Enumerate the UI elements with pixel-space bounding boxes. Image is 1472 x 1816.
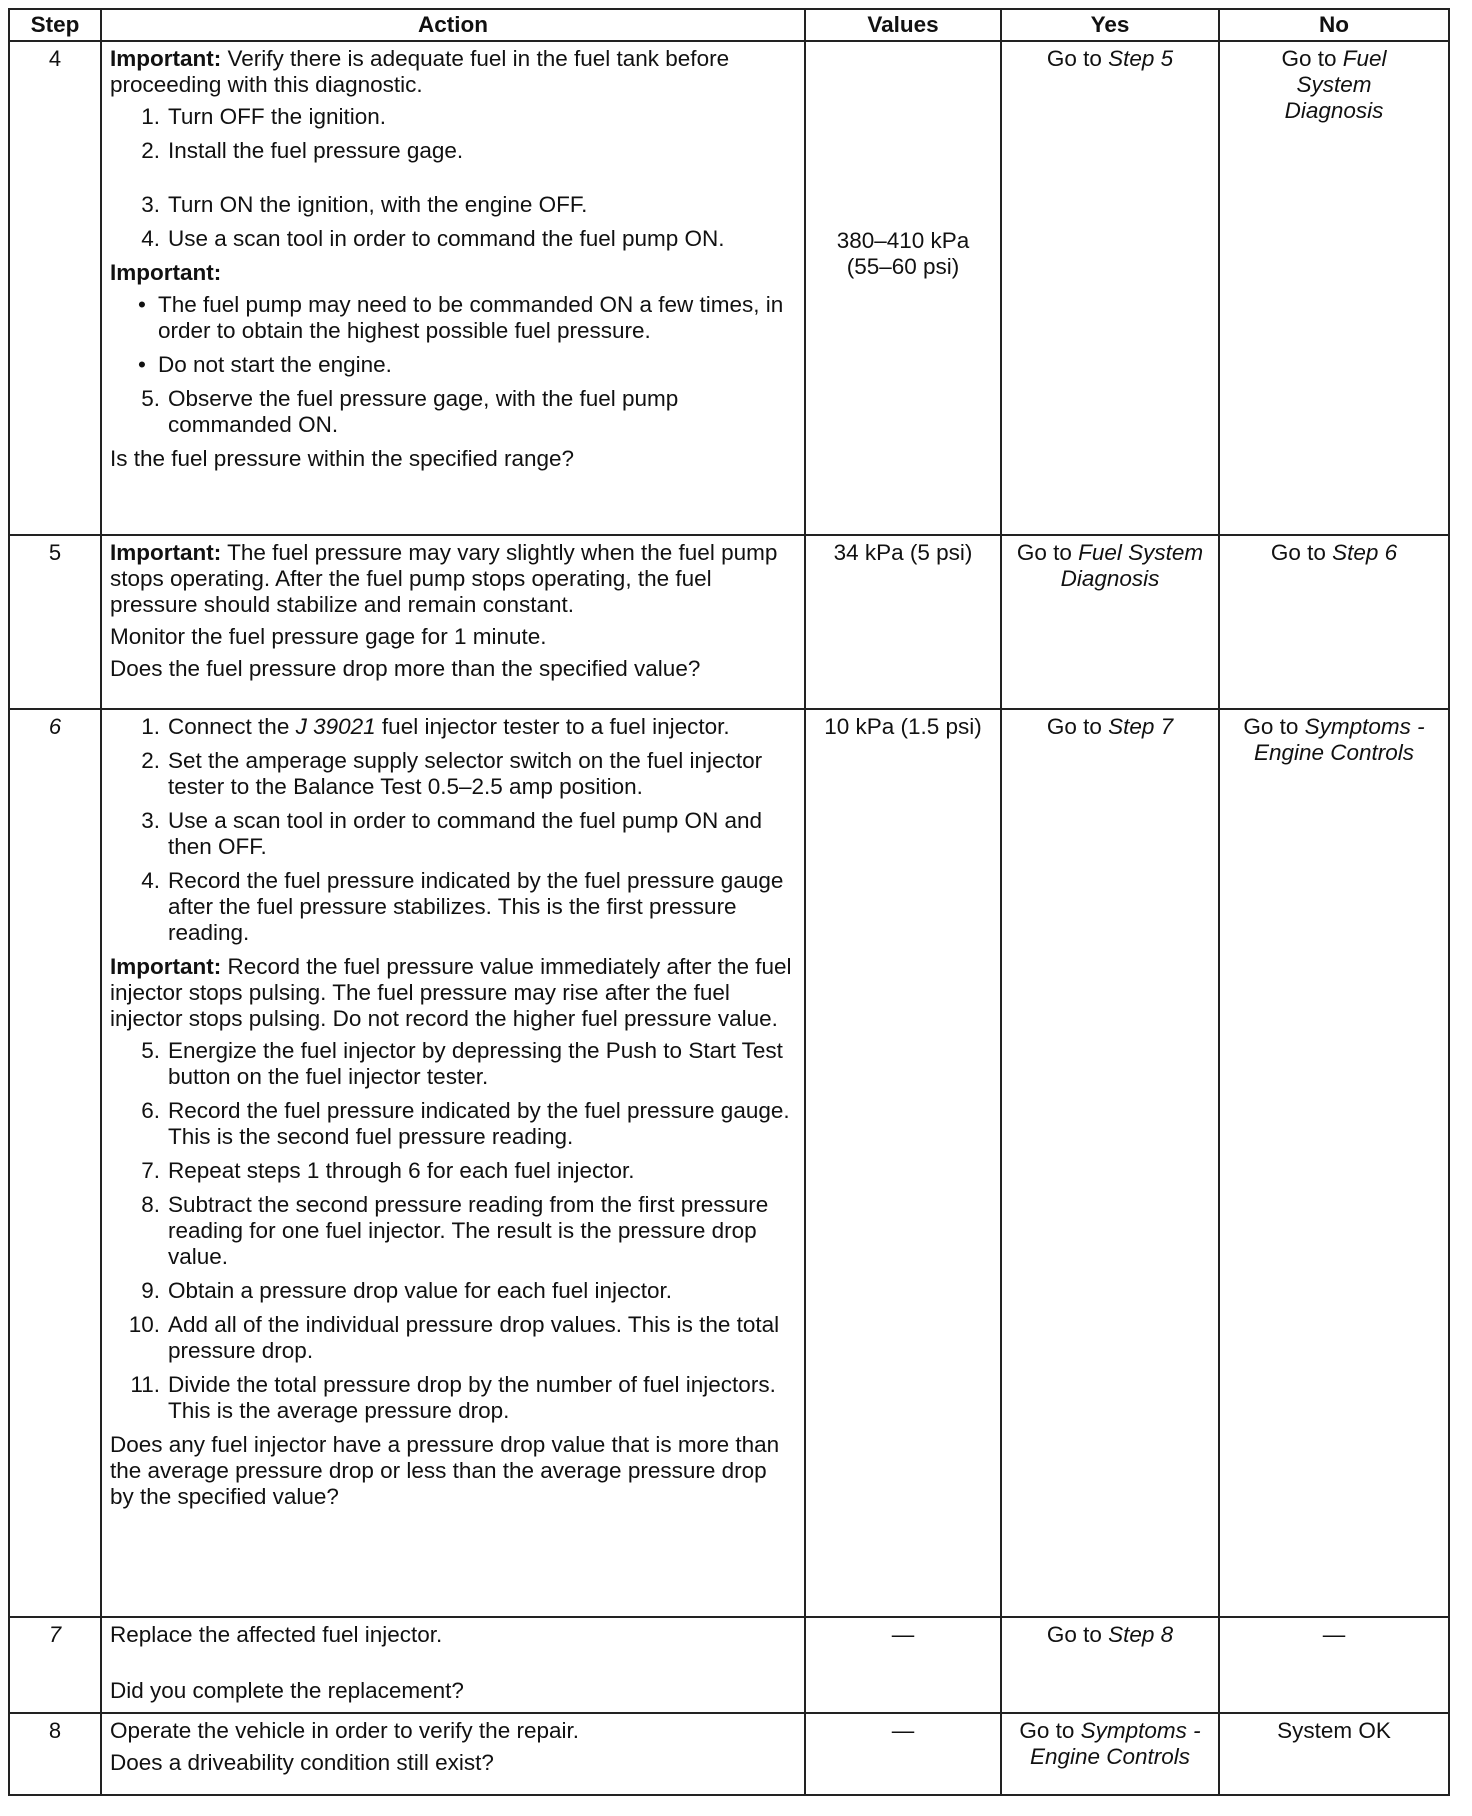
table-row-step-5 bbox=[9, 535, 1449, 709]
list-item: 5. Observe the fuel pressure gage, with the fuel pump commanded ON. bbox=[141, 386, 679, 437]
question: Did you complete the replacement? bbox=[110, 1678, 464, 1703]
table-row-step-7 bbox=[9, 1617, 1449, 1713]
header-no: No bbox=[1219, 9, 1449, 41]
list-item: 1. Turn OFF the ignition. bbox=[141, 104, 387, 129]
important-note: Important: The fuel pressure may vary slightly when the fuel pump stops operating. After the fuel pump stops operating, the fuel pressure should stabilize and remain constant. bbox=[110, 540, 778, 617]
list-item: • Do not start the engine. bbox=[138, 352, 392, 377]
values-cell bbox=[805, 41, 1001, 535]
table-row-step-6 bbox=[9, 709, 1449, 1617]
list-item: 4. Use a scan tool in order to command the fuel pump ON. bbox=[141, 226, 725, 251]
value-text: (55–60 psi) bbox=[846, 254, 960, 279]
table-row-step-4 bbox=[9, 41, 1449, 535]
list-item: 7. Repeat steps 1 through 6 for each fuel injector. bbox=[141, 1158, 635, 1183]
values-cell: 34 kPa (5 psi) bbox=[805, 535, 1001, 709]
value-text: 380–410 kPa bbox=[836, 228, 970, 253]
action-cell bbox=[101, 1713, 805, 1795]
list-item: 6. Record the fuel pressure indicated by the fuel pressure gauge. This is the second fuel pressure reading. bbox=[141, 1098, 790, 1149]
instruction: Replace the affected fuel injector. bbox=[110, 1622, 443, 1647]
values-cell: 10 kPa (1.5 psi) bbox=[805, 709, 1001, 1617]
goto-link[interactable]: Fuel System Diagnosis bbox=[1060, 540, 1204, 591]
instruction: Operate the vehicle in order to verify the repair. bbox=[110, 1718, 579, 1743]
no-cell: Go to Fuel System Diagnosis bbox=[1219, 41, 1449, 535]
procedure-list bbox=[110, 104, 796, 252]
header-step: Step bbox=[9, 9, 101, 41]
header-action: Action bbox=[101, 9, 805, 41]
goto-link[interactable]: Step 7 bbox=[1108, 714, 1174, 739]
procedure-list bbox=[110, 714, 796, 946]
step-number: 7 bbox=[9, 1617, 101, 1713]
list-item: 4. Record the fuel pressure indicated by the fuel pressure gauge after the fuel pressure stabilizes. This is the first pressure reading. bbox=[141, 868, 784, 945]
diagnostic-table bbox=[8, 8, 1450, 1796]
list-item: 2. Install the fuel pressure gage. bbox=[141, 138, 464, 163]
list-item: • The fuel pump may need to be commanded ON a few times, in order to obtain the highest possible fuel pressure. bbox=[138, 292, 784, 343]
step-number: 8 bbox=[9, 1713, 101, 1795]
no-cell: Go to Step 6 bbox=[1219, 535, 1449, 709]
values-cell: — bbox=[805, 1617, 1001, 1713]
list-item: 3. Turn ON the ignition, with the engine OFF. bbox=[141, 192, 588, 217]
goto-link[interactable]: Step 8 bbox=[1108, 1622, 1174, 1647]
header-row bbox=[9, 9, 1449, 41]
procedure-list bbox=[110, 1038, 796, 1424]
action-cell bbox=[101, 535, 805, 709]
important-note: Important: Verify there is adequate fuel in the fuel tank before proceeding with this diagnostic. bbox=[110, 46, 730, 97]
list-item: 8. Subtract the second pressure reading from the first pressure reading for one fuel injector. The result is the pressure drop value. bbox=[141, 1192, 769, 1269]
list-item: 3. Use a scan tool in order to command the fuel pump ON and then OFF. bbox=[141, 808, 763, 859]
no-cell: System OK bbox=[1219, 1713, 1449, 1795]
instruction: Monitor the fuel pressure gage for 1 minute. bbox=[110, 624, 547, 649]
list-item: 1. Connect the J 39021 fuel injector tester to a fuel injector. bbox=[141, 714, 730, 739]
no-cell: — bbox=[1219, 1617, 1449, 1713]
action-cell bbox=[101, 41, 805, 535]
goto-link[interactable]: Step 5 bbox=[1108, 46, 1174, 71]
list-item: 2. Set the amperage supply selector switch on the fuel injector tester to the Balance Test 0.5–2.5 amp position. bbox=[141, 748, 763, 799]
important-note: Important: Record the fuel pressure value immediately after the fuel injector stops pulsing. The fuel pressure may rise after the fuel injector stops pulsing. Do not record the higher fuel pressure value. bbox=[110, 954, 792, 1031]
no-cell: Go to Symptoms - Engine Controls bbox=[1219, 709, 1449, 1617]
header-yes: Yes bbox=[1001, 9, 1219, 41]
important-label: Important: bbox=[110, 260, 222, 285]
spacer bbox=[110, 172, 796, 192]
action-cell bbox=[101, 709, 805, 1617]
procedure-list bbox=[110, 386, 796, 438]
goto-link[interactable]: Step 6 bbox=[1332, 540, 1398, 565]
list-item: 9. Obtain a pressure drop value for each fuel injector. bbox=[141, 1278, 673, 1303]
step-number: 4 bbox=[9, 41, 101, 535]
list-item: 10. Add all of the individual pressure drop values. This is the total pressure drop. bbox=[128, 1312, 780, 1363]
yes-cell: Go to Step 7 bbox=[1001, 709, 1219, 1617]
question: Does the fuel pressure drop more than the specified value? bbox=[110, 656, 701, 681]
step-number: 5 bbox=[9, 535, 101, 709]
action-cell bbox=[101, 1617, 805, 1713]
yes-cell: Go to Step 5 bbox=[1001, 41, 1219, 535]
goto-link[interactable]: Symptoms - Engine Controls bbox=[1029, 1718, 1201, 1769]
yes-cell: Go to Fuel System Diagnosis bbox=[1001, 535, 1219, 709]
goto-link[interactable]: Symptoms - Engine Controls bbox=[1253, 714, 1425, 765]
goto-link[interactable]: Fuel System Diagnosis bbox=[1284, 46, 1387, 123]
list-item: 5. Energize the fuel injector by depressing the Push to Start Test button on the fuel injector tester. bbox=[141, 1038, 783, 1089]
question: Does a driveability condition still exist? bbox=[110, 1750, 494, 1775]
header-values: Values bbox=[805, 9, 1001, 41]
list-item: 11. Divide the total pressure drop by the number of fuel injectors. This is the average pressure drop. bbox=[130, 1372, 776, 1423]
step-number: 6 bbox=[9, 709, 101, 1617]
yes-cell: Go to Symptoms - Engine Controls bbox=[1001, 1713, 1219, 1795]
yes-cell: Go to Step 8 bbox=[1001, 1617, 1219, 1713]
question: Does any fuel injector have a pressure drop value that is more than the average pressure drop or less than the average pressure drop by the specified value? bbox=[110, 1432, 780, 1509]
question: Is the fuel pressure within the specified range? bbox=[110, 446, 575, 471]
table-row-step-8 bbox=[9, 1713, 1449, 1795]
tool-name: J 39021 bbox=[295, 714, 376, 739]
values-cell: — bbox=[805, 1713, 1001, 1795]
bullet-list bbox=[110, 292, 796, 378]
